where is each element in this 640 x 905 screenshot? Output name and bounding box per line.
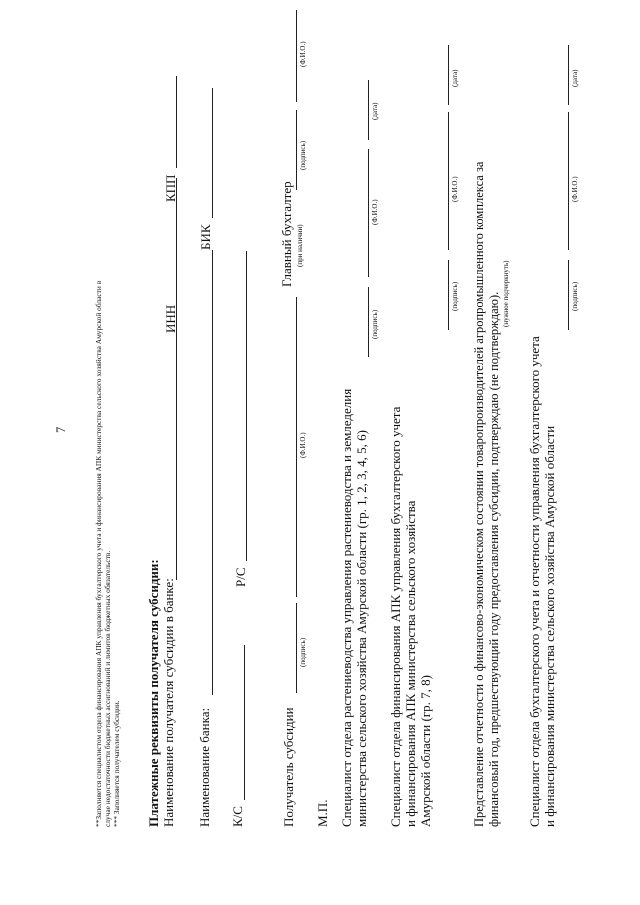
ks-line bbox=[244, 645, 245, 800]
accounting-specialist-fio-line bbox=[568, 112, 569, 250]
finance-specialist-date-caption: (дата) bbox=[451, 69, 459, 87]
rs-line bbox=[246, 251, 247, 561]
accounting-specialist-date-line bbox=[568, 45, 569, 105]
kpp-label: КПП bbox=[163, 174, 178, 202]
chief-accountant-signature-line bbox=[296, 110, 297, 190]
reporting-line2: финансовый год, предшествующий году предоставления субсидии, подтверждаю (не подтверждаю). bbox=[487, 291, 501, 827]
chief-accountant-if-any: (при наличии) bbox=[296, 224, 304, 267]
recipient-fio-caption: (Ф.И.О.) bbox=[299, 432, 307, 458]
finance-specialist-date-line bbox=[448, 45, 449, 105]
finance-specialist-fio-caption: (Ф.И.О.) bbox=[451, 176, 459, 202]
accounting-specialist-signature-caption: (подпись) bbox=[571, 281, 579, 311]
finance-specialist-signature-line bbox=[448, 260, 449, 330]
finance-specialist-signature-caption: (подпись) bbox=[451, 281, 459, 311]
chief-accountant-label: Главный бухгалтер bbox=[279, 181, 294, 287]
crop-specialist-signature-caption: (подпись) bbox=[371, 309, 379, 339]
stamp-mark: М.П. bbox=[315, 799, 330, 827]
page-number: 7 bbox=[54, 426, 68, 433]
bik-line bbox=[212, 88, 213, 218]
crop-specialist-signature-line bbox=[368, 287, 369, 357]
crop-specialist-line1: Специалист отдела растениеводства управления растениеводства и земледелия bbox=[339, 388, 354, 827]
crop-specialist-fio-caption: (Ф.И.О.) bbox=[371, 199, 379, 225]
crop-specialist-date-line bbox=[368, 80, 369, 140]
chief-accountant-fio-caption: (Ф.И.О.) bbox=[299, 41, 307, 67]
accounting-specialist-date-caption: (дата) bbox=[571, 69, 579, 87]
footnote-3: *** Заполняется получателем субсидии. bbox=[112, 700, 121, 827]
rs-label: Р/С bbox=[233, 567, 248, 587]
crop-specialist-date-caption: (дата) bbox=[371, 102, 379, 120]
recipient-bank-name-label: Наименование получателя субсидии в банке: bbox=[161, 578, 176, 827]
footnote-2-line1: **Заполняется специалистом отдела финансирования АПК управления бухгалтерского учета и финансирования АПК министерства сельского хозяйства Амурской области в bbox=[94, 280, 103, 827]
finance-specialist-line3: Амурской области (гр. 7, 8) bbox=[418, 675, 433, 827]
accounting-specialist-fio-caption: (Ф.И.О.) bbox=[571, 176, 579, 202]
accounting-specialist-signature-line bbox=[568, 260, 569, 330]
accounting-specialist-line2: и финансирования министерства сельского хозяйства Амурской области bbox=[542, 425, 557, 827]
ks-label: К/С bbox=[230, 806, 245, 827]
bank-name-line bbox=[212, 250, 213, 695]
finance-specialist-line2: и финансирования АПК министерства сельского хозяйства bbox=[403, 500, 418, 827]
inn-label: ИНН bbox=[163, 304, 178, 333]
footnote-2-line2: случае недостаточности бюджетных ассигнований и лимитов бюджетных обязательств. bbox=[103, 550, 112, 827]
recipient-signature-line bbox=[296, 603, 297, 693]
bik-label: БИК bbox=[198, 224, 213, 250]
kpp-line bbox=[176, 76, 177, 168]
chief-accountant-signature-caption: (подпись) bbox=[299, 140, 307, 170]
finance-specialist-line1: Специалист отдела финансирования АПК управления бухгалтерского учета bbox=[388, 406, 403, 827]
recipient-label: Получатель субсидии bbox=[281, 707, 296, 827]
reporting-underline-note: (нужное подчеркнуть) bbox=[502, 260, 510, 327]
recipient-fio-line bbox=[296, 297, 297, 597]
inn-line bbox=[176, 209, 177, 299]
payment-details-heading: Платежные реквизиты получателя субсидии: bbox=[146, 559, 161, 827]
accounting-specialist-line1: Специалист отдела бухгалтерского учета и отчетности управления бухгалтерского учета bbox=[527, 336, 542, 827]
recipient-signature-caption: (подпись) bbox=[299, 637, 307, 667]
chief-accountant-fio-line bbox=[296, 10, 297, 102]
reporting-line1: Представление отчетности о финансово-экономическом состоянии товаропроизводителей агропромышленного комплекса за bbox=[472, 161, 486, 827]
crop-specialist-line2: министерства сельского хозяйства Амурской области (гр. 1, 2, 3, 4, 5, 6) bbox=[354, 429, 369, 827]
bank-name-label: Наименование банка: bbox=[197, 707, 212, 827]
crop-specialist-fio-line bbox=[368, 149, 369, 277]
finance-specialist-fio-line bbox=[448, 112, 449, 250]
